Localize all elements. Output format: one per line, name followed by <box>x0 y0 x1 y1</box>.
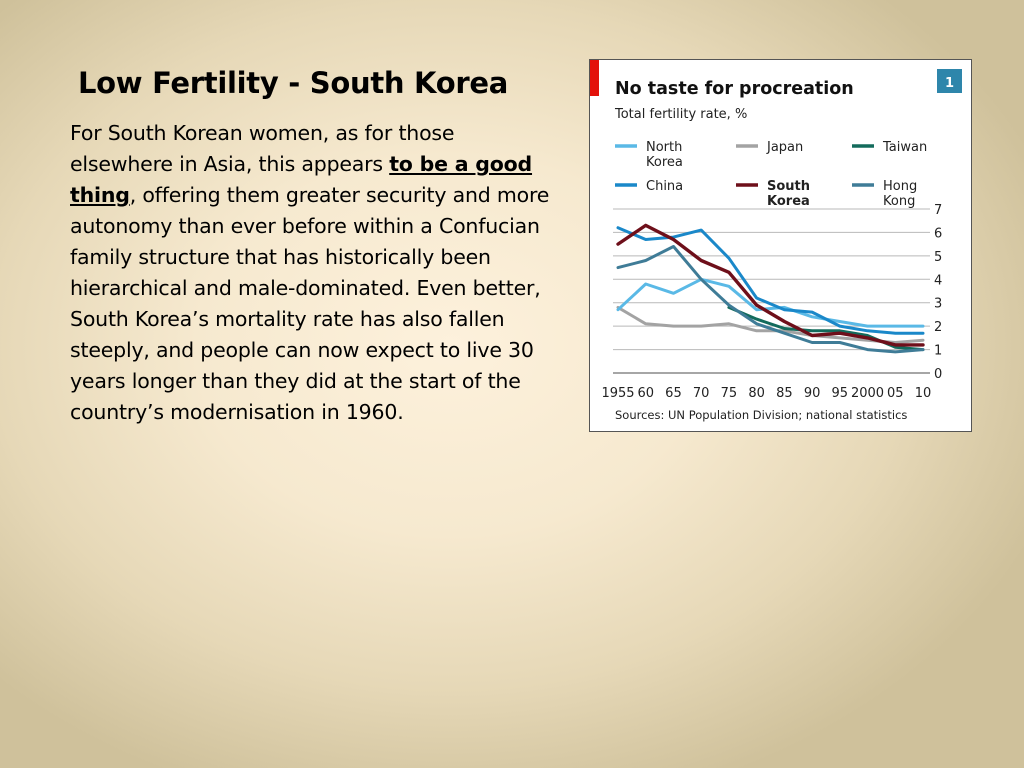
x-tick-label: 2000 <box>850 386 885 401</box>
paragraph-text-before-link: For South Korean women, as for those elsewhere in Asia, this appears <box>70 121 455 176</box>
legend-label-taiwan: Taiwan <box>883 140 928 155</box>
x-tick-label: 60 <box>637 386 655 401</box>
series-line-china <box>618 228 923 334</box>
legend-label-south-korea: South <box>767 179 811 194</box>
legend-label-china: China <box>646 179 684 194</box>
y-tick-label: 1 <box>934 343 943 359</box>
x-tick-label: 10 <box>914 386 932 401</box>
body-paragraph <box>70 118 550 428</box>
good-thing-link[interactable]: to be a good thing <box>70 152 533 207</box>
y-tick-label: 2 <box>934 320 943 336</box>
chart-subtitle: Total fertility rate, % <box>615 107 748 122</box>
x-tick-label: 80 <box>748 386 765 401</box>
legend-label-north-korea: Korea <box>646 155 683 170</box>
x-tick-label: 95 <box>831 386 849 401</box>
x-tick-label: 75 <box>720 386 738 401</box>
x-tick-label: 05 <box>886 386 904 401</box>
chart-source: Sources: UN Population Division; national statistics <box>615 408 908 422</box>
y-tick-label: 3 <box>934 296 943 312</box>
y-tick-label: 7 <box>934 203 943 218</box>
legend-label-north-korea: North <box>646 140 683 155</box>
series-line-hong-kong <box>618 247 923 352</box>
x-tick-label: 65 <box>665 386 682 401</box>
legend-label-hong-kong: Kong <box>883 194 916 209</box>
x-tick-label: 70 <box>692 386 710 401</box>
y-tick-label: 6 <box>934 226 943 242</box>
chart-svg <box>590 60 971 431</box>
slide-title: Low Fertility - South Korea <box>78 66 508 100</box>
fertility-chart <box>589 59 972 432</box>
paragraph-text-after-link: , offering them greater security and more autonomy than ever before within a Confucian family structure that has historically been hierarchical and male-dominated. Even better, South Korea’s mortality rate has also fallen steeply, and people can now expect to live 30 years longer than they did at the start of the country’s modernisation in 1960. <box>70 183 550 424</box>
y-tick-label: 0 <box>934 367 943 382</box>
title-accent-bar <box>590 60 599 96</box>
legend-label-south-korea: Korea <box>767 194 810 209</box>
chart-number-badge-label: 1 <box>944 76 955 91</box>
y-tick-label: 5 <box>934 249 943 265</box>
x-tick-label: 90 <box>803 386 821 401</box>
legend-label-japan: Japan <box>767 140 804 155</box>
x-tick-label: 1955 <box>601 386 635 401</box>
legend-label-hong-kong: Hong <box>883 179 918 194</box>
y-tick-label: 4 <box>934 273 943 289</box>
chart-title: No taste for procreation <box>615 79 854 99</box>
x-tick-label: 85 <box>776 386 793 401</box>
